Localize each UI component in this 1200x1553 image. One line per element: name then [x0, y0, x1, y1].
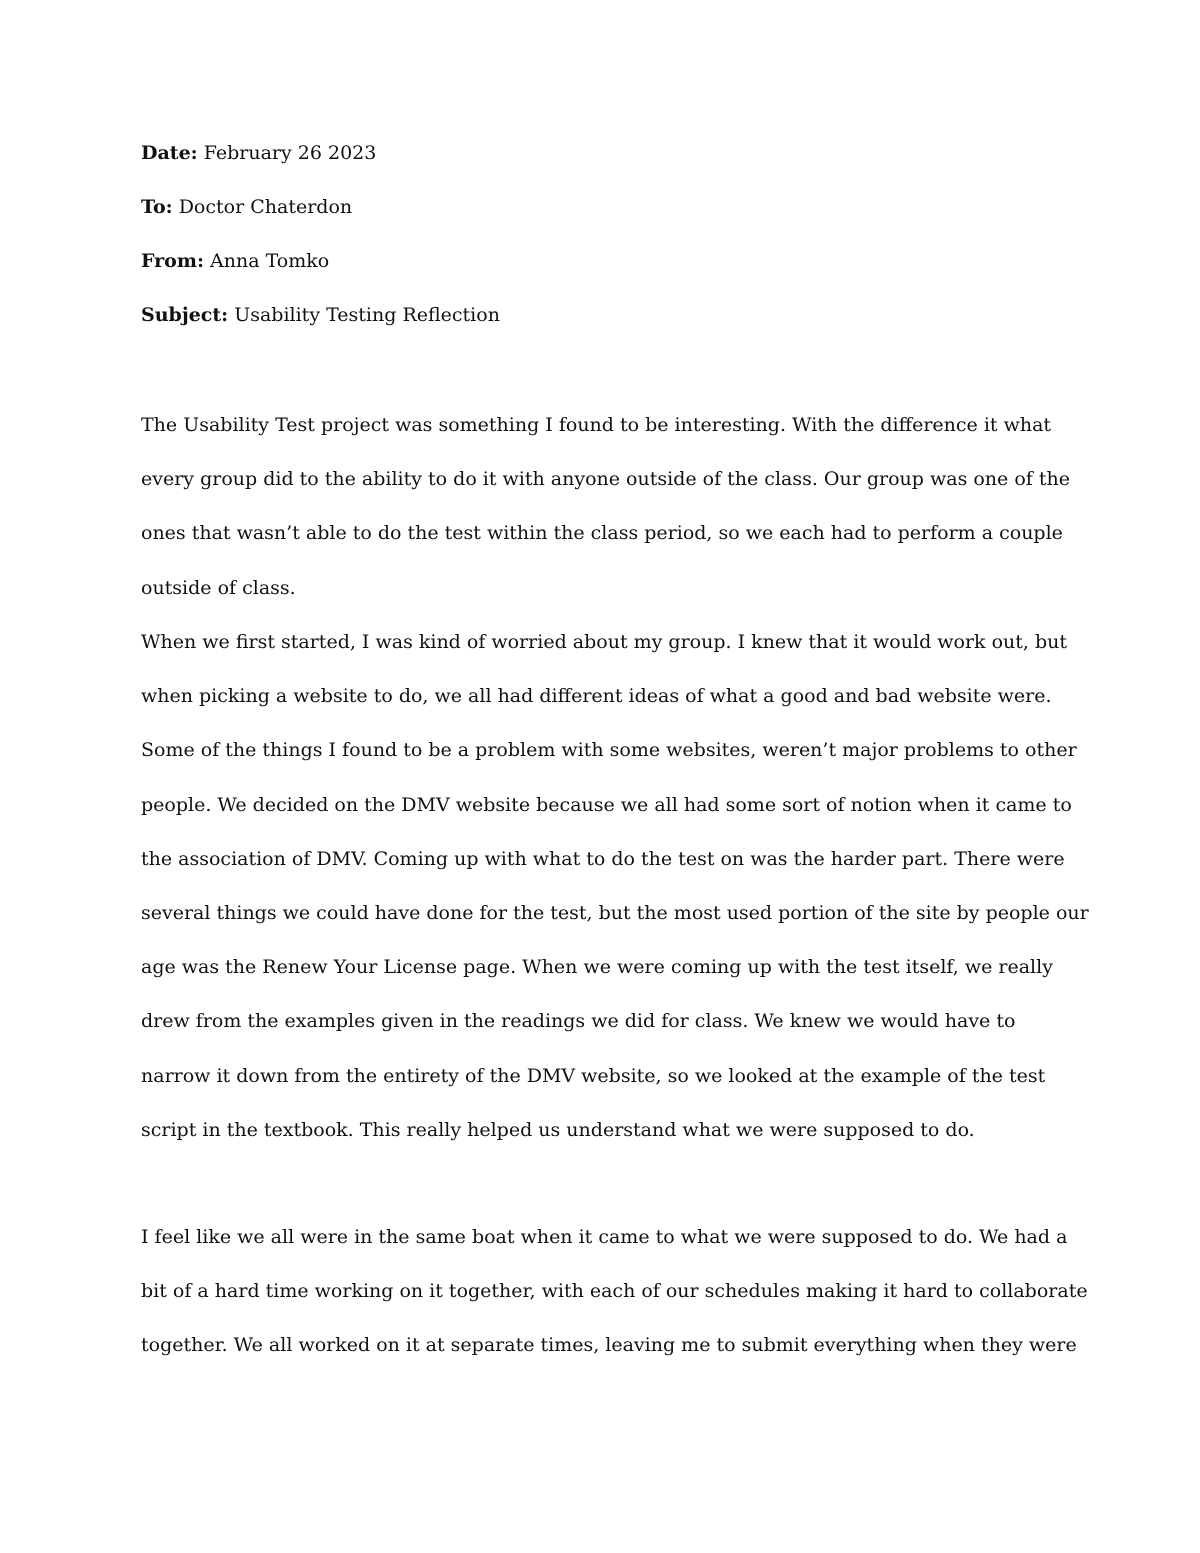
paragraph-line: every group did to the ability to do it with anyone outside of the class. Our group was one of the	[141, 468, 1070, 491]
paragraph-line: when picking a website to do, we all had different ideas of what a good and bad website were.	[141, 685, 1052, 708]
memo-date-value: February 26 2023	[203, 142, 377, 164]
paragraph-line: people. We decided on the DMV website because we all had some sort of notion when it came to	[141, 793, 1072, 816]
memo-subject-value: Usability Testing Reflection	[234, 304, 500, 326]
paragraph-line: script in the textbook. This really helped us understand what we were supposed to do.	[141, 1118, 975, 1141]
paragraph-line: outside of class.	[141, 576, 296, 599]
memo-from-value: Anna Tomko	[210, 250, 330, 272]
body-paragraph-2	[141, 615, 1089, 1157]
paragraph-line: The Usability Test project was something I found to be interesting. With the difference it what	[141, 414, 1052, 436]
paragraph-line: I feel like we all were in the same boat when it came to what we were supposed to do. We had a	[141, 1226, 1068, 1248]
paragraph-line: several things we could have done for the test, but the most used portion of the site by people our	[141, 902, 1089, 925]
memo-from	[141, 248, 1071, 274]
memo-date-label: Date:	[141, 142, 198, 164]
paragraph-line: bit of a hard time working on it together, with each of our schedules making it hard to collaborate	[141, 1280, 1088, 1303]
memo-subject-label: Subject:	[141, 304, 229, 326]
memo-subject	[141, 302, 1071, 328]
paragraph-line: ones that wasn’t able to do the test within the class period, so we each had to perform a couple	[141, 522, 1063, 545]
paragraph-line: together. We all worked on it at separate times, leaving me to submit everything when they were	[141, 1334, 1077, 1357]
body-paragraph-1	[141, 398, 1071, 615]
paragraph-line: narrow it down from the entirety of the DMV website, so we looked at the example of the test	[141, 1064, 1046, 1087]
paragraph-line: the association of DMV. Coming up with what to do the test on was the harder part. There were	[141, 847, 1065, 870]
memo-to-label: To:	[141, 196, 173, 218]
memo-to	[141, 194, 1071, 220]
memo-to-value: Doctor Chaterdon	[178, 196, 353, 218]
document-page	[141, 140, 1089, 1357]
paragraph-line: age was the Renew Your License page. When we were coming up with the test itself, we really	[141, 956, 1053, 979]
paragraph-line: When we first started, I was kind of worried about my group. I knew that it would work out, but	[141, 631, 1068, 653]
memo-from-label: From:	[141, 250, 204, 272]
body-paragraph-3	[141, 1210, 1088, 1373]
memo-date	[141, 140, 1071, 166]
paragraph-line: Some of the things I found to be a problem with some websites, weren’t major problems to other	[141, 739, 1077, 762]
paragraph-line: drew from the examples given in the readings we did for class. We knew we would have to	[141, 1010, 1016, 1033]
